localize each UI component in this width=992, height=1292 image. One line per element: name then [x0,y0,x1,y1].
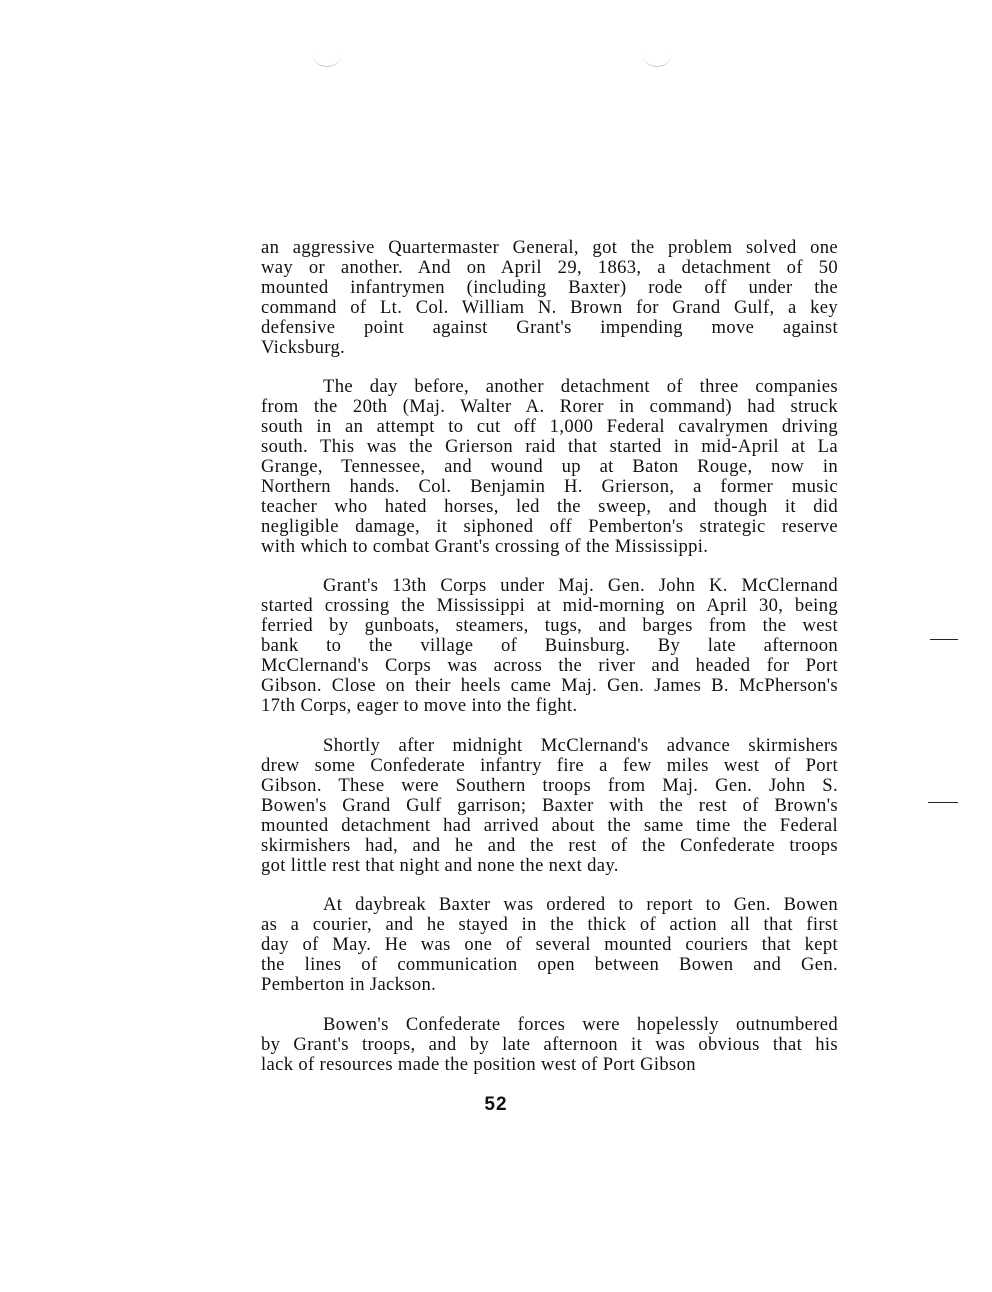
text-line: Shortly after midnight McClernand's advance skirmishers [323,735,838,756]
text-line: south in an attempt to cut off 1,000 Federal cavalrymen driving [261,416,838,437]
text-line: skirmishers had, and he and the rest of the Confederate troops [261,835,838,856]
text-line: The day before, another detachment of three companies [323,376,838,397]
punch-hole-mark [642,40,672,67]
text-line: way or another. And on April 29, 1863, a detachment of 50 [261,257,838,278]
text-line: defensive point against Grant's impending move against [261,317,838,338]
text-line: got little rest that night and none the next day. [261,855,619,876]
margin-correction-mark [928,802,958,803]
paragraph [261,576,838,716]
text-line: Grange, Tennessee, and wound up at Baton Rouge, now in [261,456,838,477]
text-line: Northern hands. Col. Benjamin H. Grierson, a former music [261,476,838,497]
text-line: with which to combat Grant's crossing of the Mississippi. [261,536,709,557]
text-line: south. This was the Grierson raid that started in mid-April at La [261,436,838,457]
paragraph [261,736,838,876]
text-line: Vicksburg. [261,337,346,358]
text-line: the lines of communication open between Bowen and Gen. [261,954,838,975]
text-line: mounted infantrymen (including Baxter) rode off under the [261,277,838,298]
text-line: from the 20th (Maj. Walter A. Rorer in command) had struck [261,396,838,417]
text-line: command of Lt. Col. William N. Brown for Grand Gulf, a key [261,297,838,318]
text-line: At daybreak Baxter was ordered to report to Gen. Bowen [323,894,838,915]
text-line: negligible damage, it siphoned off Pemberton's strategic reserve [261,516,838,537]
text-line: teacher who hated horses, led the sweep, and though it did [261,496,838,517]
text-line: Grant's 13th Corps under Maj. Gen. John K. McClernand [323,575,838,596]
paragraph [261,1015,838,1075]
text-line: McClernand's Corps was across the river and headed for Port [261,655,838,676]
margin-correction-mark [930,639,958,640]
text-line: an aggressive Quartermaster General, got the problem solved one [261,237,838,258]
text-line: 17th Corps, eager to move into the fight. [261,695,578,716]
text-line: Pemberton in Jackson. [261,974,437,995]
paragraph [261,377,838,557]
paragraph [261,238,838,358]
punch-hole-mark [312,40,342,67]
text-line: Bowen's Grand Gulf garrison; Baxter with the rest of Brown's [261,795,838,816]
text-line: Bowen's Confederate forces were hopelessly outnumbered [323,1014,838,1035]
text-line: started crossing the Mississippi at mid-morning on April 30, being [261,595,838,616]
text-line: bank to the village of Buinsburg. By late afternoon [261,635,838,656]
text-line: ferried by gunboats, steamers, tugs, and barges from the west [261,615,838,636]
text-line: Gibson. Close on their heels came Maj. Gen. James B. McPherson's [261,675,838,696]
text-line: Gibson. These were Southern troops from Maj. Gen. John S. [261,775,838,796]
text-line: lack of resources made the position west of Port Gibson [261,1054,696,1075]
text-line: day of May. He was one of several mounted couriers that kept [261,934,838,955]
page-number: 52 [484,1094,508,1115]
text-line: drew some Confederate infantry fire a few miles west of Port [261,755,838,776]
text-line: mounted detachment had arrived about the same time the Federal [261,815,838,836]
text-line: as a courier, and he stayed in the thick of action all that first [261,914,838,935]
text-line: by Grant's troops, and by late afternoon it was obvious that his [261,1034,838,1055]
paragraph [261,895,838,995]
